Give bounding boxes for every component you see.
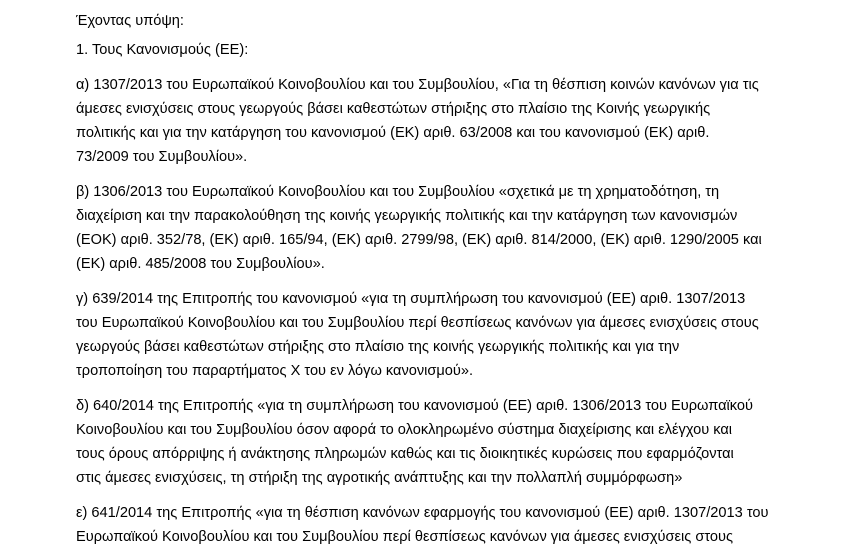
intro-text: Έχοντας υπόψη: [76, 13, 184, 29]
item-line: άμεσες ενισχύσεις στους γεωργούς βάσει καθεστώτων στήριξης στο πλαίσιο της Κοινής γεωργικής [76, 101, 711, 117]
regulation-item-a [76, 73, 782, 169]
regulation-item-e [76, 501, 782, 549]
item-line: (ΕΟΚ) αριθ. 352/78, (ΕΚ) αριθ. 165/94, (ΕΚ) αριθ. 2799/98, (ΕΚ) αριθ. 814/2000, (ΕΚ) αριθ. 1290/2005 και [76, 232, 762, 248]
item-line: γ) 639/2014 της Επιτροπής του κανονισμού «για τη συμπλήρωση του κανονισμού (ΕΕ) αριθ. 1307/2013 [76, 291, 746, 307]
item-line: Κοινοβουλίου και του Συμβουλίου όσον αφορά το ολοκληρωμένο σύστημα διαχείρισης και ελέγχου και [76, 422, 733, 438]
item-line: τροποποίηση του παραρτήματος Χ του εν λόγω κανονισμού». [76, 363, 474, 379]
regulations-heading: 1. Τους Κανονισμούς (ΕΕ): [76, 42, 249, 58]
item-line: πολιτικής και για την κατάργηση του κανονισμού (ΕΚ) αριθ. 63/2008 και του κανονισμού (ΕΚ) αριθ. [76, 125, 710, 141]
regulation-item-d [76, 394, 782, 490]
regulation-item-b [76, 180, 782, 276]
item-line: 73/2009 του Συμβουλίου». [76, 149, 248, 165]
document-body [76, 9, 782, 549]
item-line: του Ευρωπαϊκού Κοινοβουλίου και του Συμβουλίου περί θεσπίσεως κανόνων για άμεσες ενισχύσεις στους [76, 315, 759, 331]
item-line: στις άμεσες ενισχύσεις, τη στήριξη της αγροτικής ανάπτυξης και την πολλαπλή συμμόρφωση» [76, 470, 683, 486]
item-line: γεωργούς βάσει καθεστώτων στήριξης στο πλαίσιο της κοινής γεωργικής πολιτικής και για την [76, 339, 680, 355]
item-line: α) 1307/2013 του Ευρωπαϊκού Κοινοβουλίου και του Συμβουλίου, «Για τη θέσπιση κοινών κανόνων για τις [76, 77, 759, 93]
item-line: δ) 640/2014 της Επιτροπής «για τη συμπλήρωση του κανονισμού (ΕΕ) αριθ. 1306/2013 του Ευρωπαϊκού [76, 398, 754, 414]
item-line: Ευρωπαϊκού Κοινοβουλίου και του Συμβουλίου περί θεσπίσεως κανόνων για άμεσες ενισχύσεις στους [76, 529, 734, 545]
regulation-item-c [76, 287, 782, 383]
item-line: τους όρους απόρριψης ή ανάκτησης πληρωμών καθώς και τις διοικητικές κυρώσεις που εφαρμόζονται [76, 446, 734, 462]
item-line: ε) 641/2014 της Επιτροπής «για τη θέσπιση κανόνων εφαρμογής του κανονισμού (ΕΕ) αριθ. 1307/2013 του [76, 505, 769, 521]
item-line: διαχείριση και την παρακολούθηση της κοινής γεωργικής πολιτικής και την κατάργηση των κανονισμών [76, 208, 738, 224]
item-line: β) 1306/2013 του Ευρωπαϊκού Κοινοβουλίου και του Συμβουλίου «σχετικά με τη χρηματοδότηση, τη [76, 184, 720, 200]
item-line: (ΕΚ) αριθ. 485/2008 του Συμβουλίου». [76, 256, 325, 272]
